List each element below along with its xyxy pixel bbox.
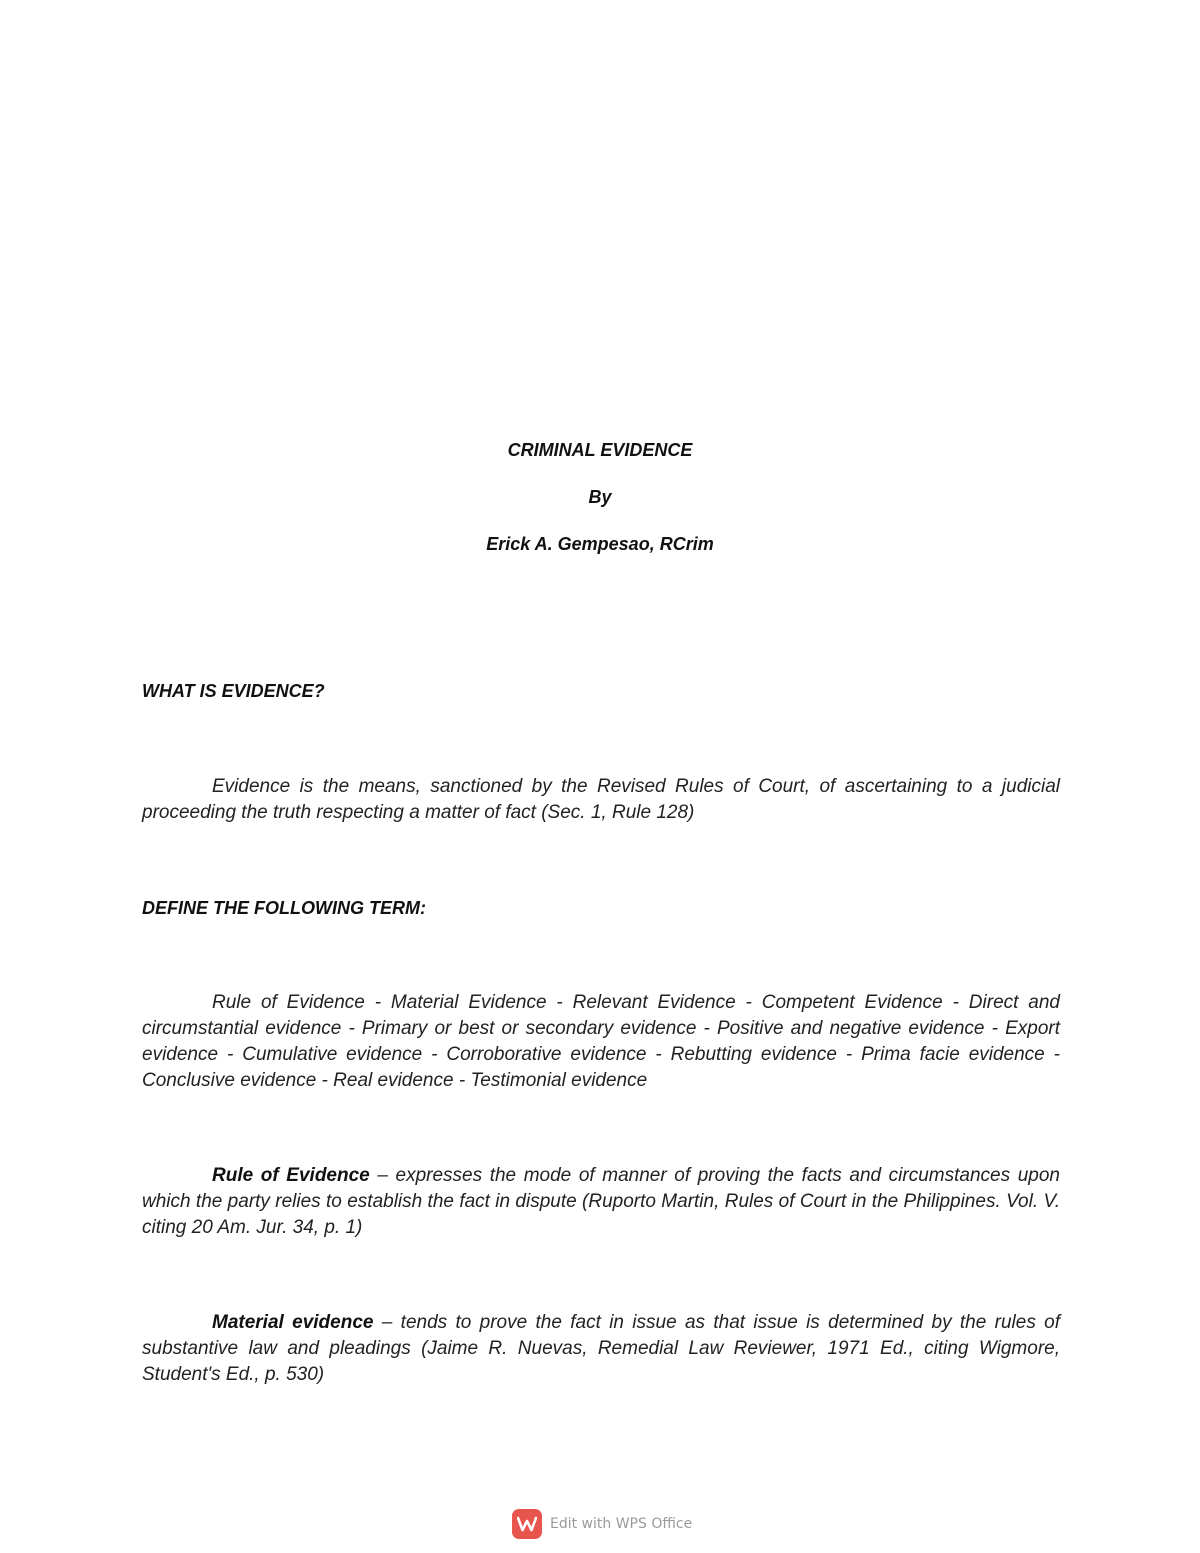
definition-term: Rule of Evidence bbox=[212, 1165, 370, 1186]
terms-list-paragraph: Rule of Evidence - Material Evidence - Relevant Evidence - Competent Evidence - Direct and circumstantial evidence - Primary or best or secondary evidence - Positive and negative evidence - Export evidence - Cumulative evidence - Corroborative evidence - Rebutting evidence - Prima facie evidence - Conclusive evidence - Real evidence - Testimonial evidence bbox=[142, 992, 1060, 1091]
document-title: CRIMINAL EVIDENCE bbox=[507, 440, 693, 460]
wps-badge-label: Edit with WPS Office bbox=[550, 1516, 693, 1532]
definition-material-evidence bbox=[142, 1310, 1060, 1388]
evidence-definition-paragraph: Evidence is the means, sanctioned by the Revised Rules of Court, of ascertaining to a judicial proceeding the truth respecting a matter of fact (Sec. 1, Rule 128) bbox=[142, 776, 1060, 823]
section-heading-what-is-evidence: WHAT IS EVIDENCE? bbox=[142, 681, 325, 701]
definition-text: – tends to prove the fact in issue as that issue is determined by the rules of substantive law and pleadings (Jaime R. Nuevas, Remedial Law Reviewer, 1971 Ed., citing Wigmore, Student's Ed., p. 530) bbox=[142, 1312, 1060, 1385]
definition-text: – expresses the mode of manner of proving the facts and circumstances upon which the party relies to establish the fact in dispute (Ruporto Martin, Rules of Court in the Philippines. Vol. V. citing 20 Am. Jur. 34, p. 1) bbox=[142, 1165, 1060, 1238]
definition-rule-of-evidence bbox=[142, 1163, 1060, 1241]
definition-term: Material evidence bbox=[212, 1312, 374, 1333]
edit-with-wps-badge[interactable] bbox=[512, 1508, 692, 1540]
by-line: By bbox=[588, 487, 612, 507]
wps-office-logo-icon bbox=[512, 1509, 542, 1539]
author-name: Erick A. Gempesao, RCrim bbox=[486, 534, 714, 554]
section-heading-define-terms: DEFINE THE FOLLOWING TERM: bbox=[142, 898, 426, 918]
